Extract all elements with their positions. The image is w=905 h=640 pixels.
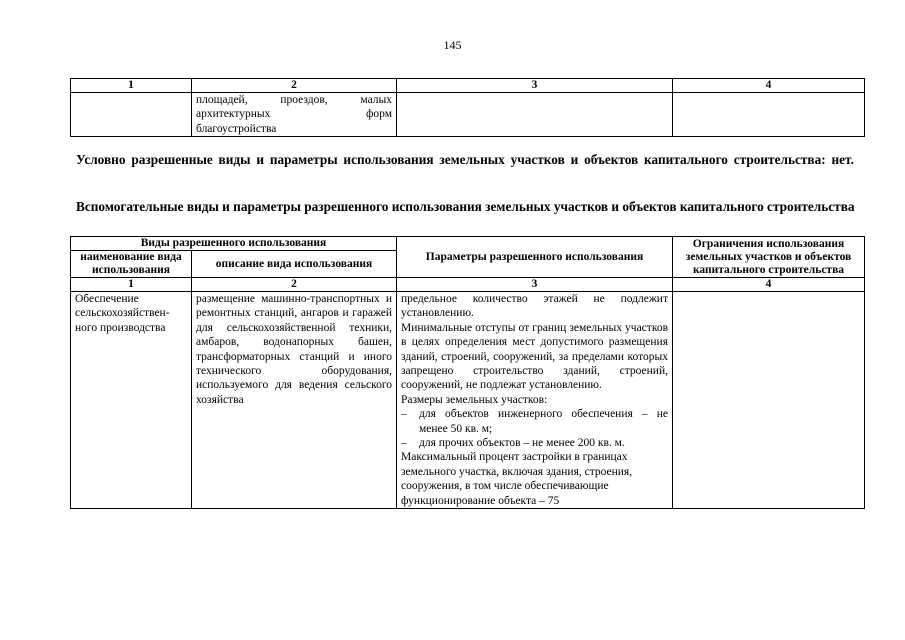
column-number: 4 xyxy=(673,278,865,292)
table-cell xyxy=(192,93,397,137)
column-number: 1 xyxy=(71,278,192,292)
header-params: Параметры разрешенного использования xyxy=(397,237,673,278)
table-auxiliary-uses xyxy=(70,236,865,509)
dash-marker: – xyxy=(401,437,407,450)
column-number: 2 xyxy=(192,79,397,93)
header-use-description: описание вида использования xyxy=(192,251,397,278)
param-setbacks: Минимальные отступы от границ земельных участков в целях определения мест допустимого размещения зданий, строений, сооружений, за пределами которых запрещено строительство зданий, строений, сооружений, не подлежат установлению. xyxy=(401,321,668,392)
heading-conditional-uses: Условно разрешенные виды и параметры использования земельных участков и объектов капитального строительства: нет. xyxy=(76,152,854,167)
heading-auxiliary-uses: Вспомогательные виды и параметры разрешенного использования земельных участков и объектов капитального строительства xyxy=(76,199,855,214)
header-group-uses: Виды разрешенного использования xyxy=(71,237,397,251)
column-number: 3 xyxy=(397,278,673,292)
table-cell xyxy=(397,93,673,137)
use-description: размещение машинно-транспортных и ремонтных станций, ангаров и гаражей для сельскохозяйственной техники, амбаров, водонапорных башен, трансформаторных станций и иного технического оборудования, используемого для ведения сельского хозяйства xyxy=(196,293,392,406)
param-floors: предельное количество этажей не подлежит установлению. xyxy=(401,293,668,320)
cell-line: благоустройства xyxy=(196,122,277,135)
page-number: 145 xyxy=(443,38,462,52)
cell-line: архитектурных форм xyxy=(196,108,392,121)
header-use-name: наименование вида использования xyxy=(71,251,192,278)
column-number-row xyxy=(71,278,865,292)
cell-line: площадей, проездов, малых xyxy=(196,94,392,106)
use-name: Обеспечение сельскохозяйствен-ного производства xyxy=(75,293,170,334)
restrictions-cell xyxy=(673,292,865,509)
param-size-item xyxy=(401,436,668,450)
table-continuation xyxy=(70,78,865,137)
param-size-item xyxy=(401,407,668,436)
column-number: 4 xyxy=(673,79,865,93)
param-sizes-title: Размеры земельных участков: xyxy=(401,393,548,406)
table-row xyxy=(71,93,865,137)
use-description-cell xyxy=(192,292,397,509)
column-number: 3 xyxy=(397,79,673,93)
params-cell xyxy=(397,292,673,509)
param-coverage: Максимальный процент застройки в границах земельного участка, включая здания, строения, сооружения, в том числе обеспечивающие функционирование объекта – 75 xyxy=(401,451,633,507)
use-name-cell xyxy=(71,292,192,509)
param-size-text: для объектов инженерного обеспечения – не менее 50 кв. м; xyxy=(419,408,668,435)
column-number-row xyxy=(71,79,865,93)
column-number: 2 xyxy=(192,278,397,292)
header-restrictions: Ограничения использования земельных участков и объектов капитального строительства xyxy=(673,237,865,278)
param-size-text: для прочих объектов – не менее 200 кв. м. xyxy=(419,437,625,450)
table-cell xyxy=(673,93,865,137)
column-number: 1 xyxy=(71,79,192,93)
table-row xyxy=(71,292,865,509)
dash-marker: – xyxy=(401,408,407,421)
table-cell xyxy=(71,93,192,137)
